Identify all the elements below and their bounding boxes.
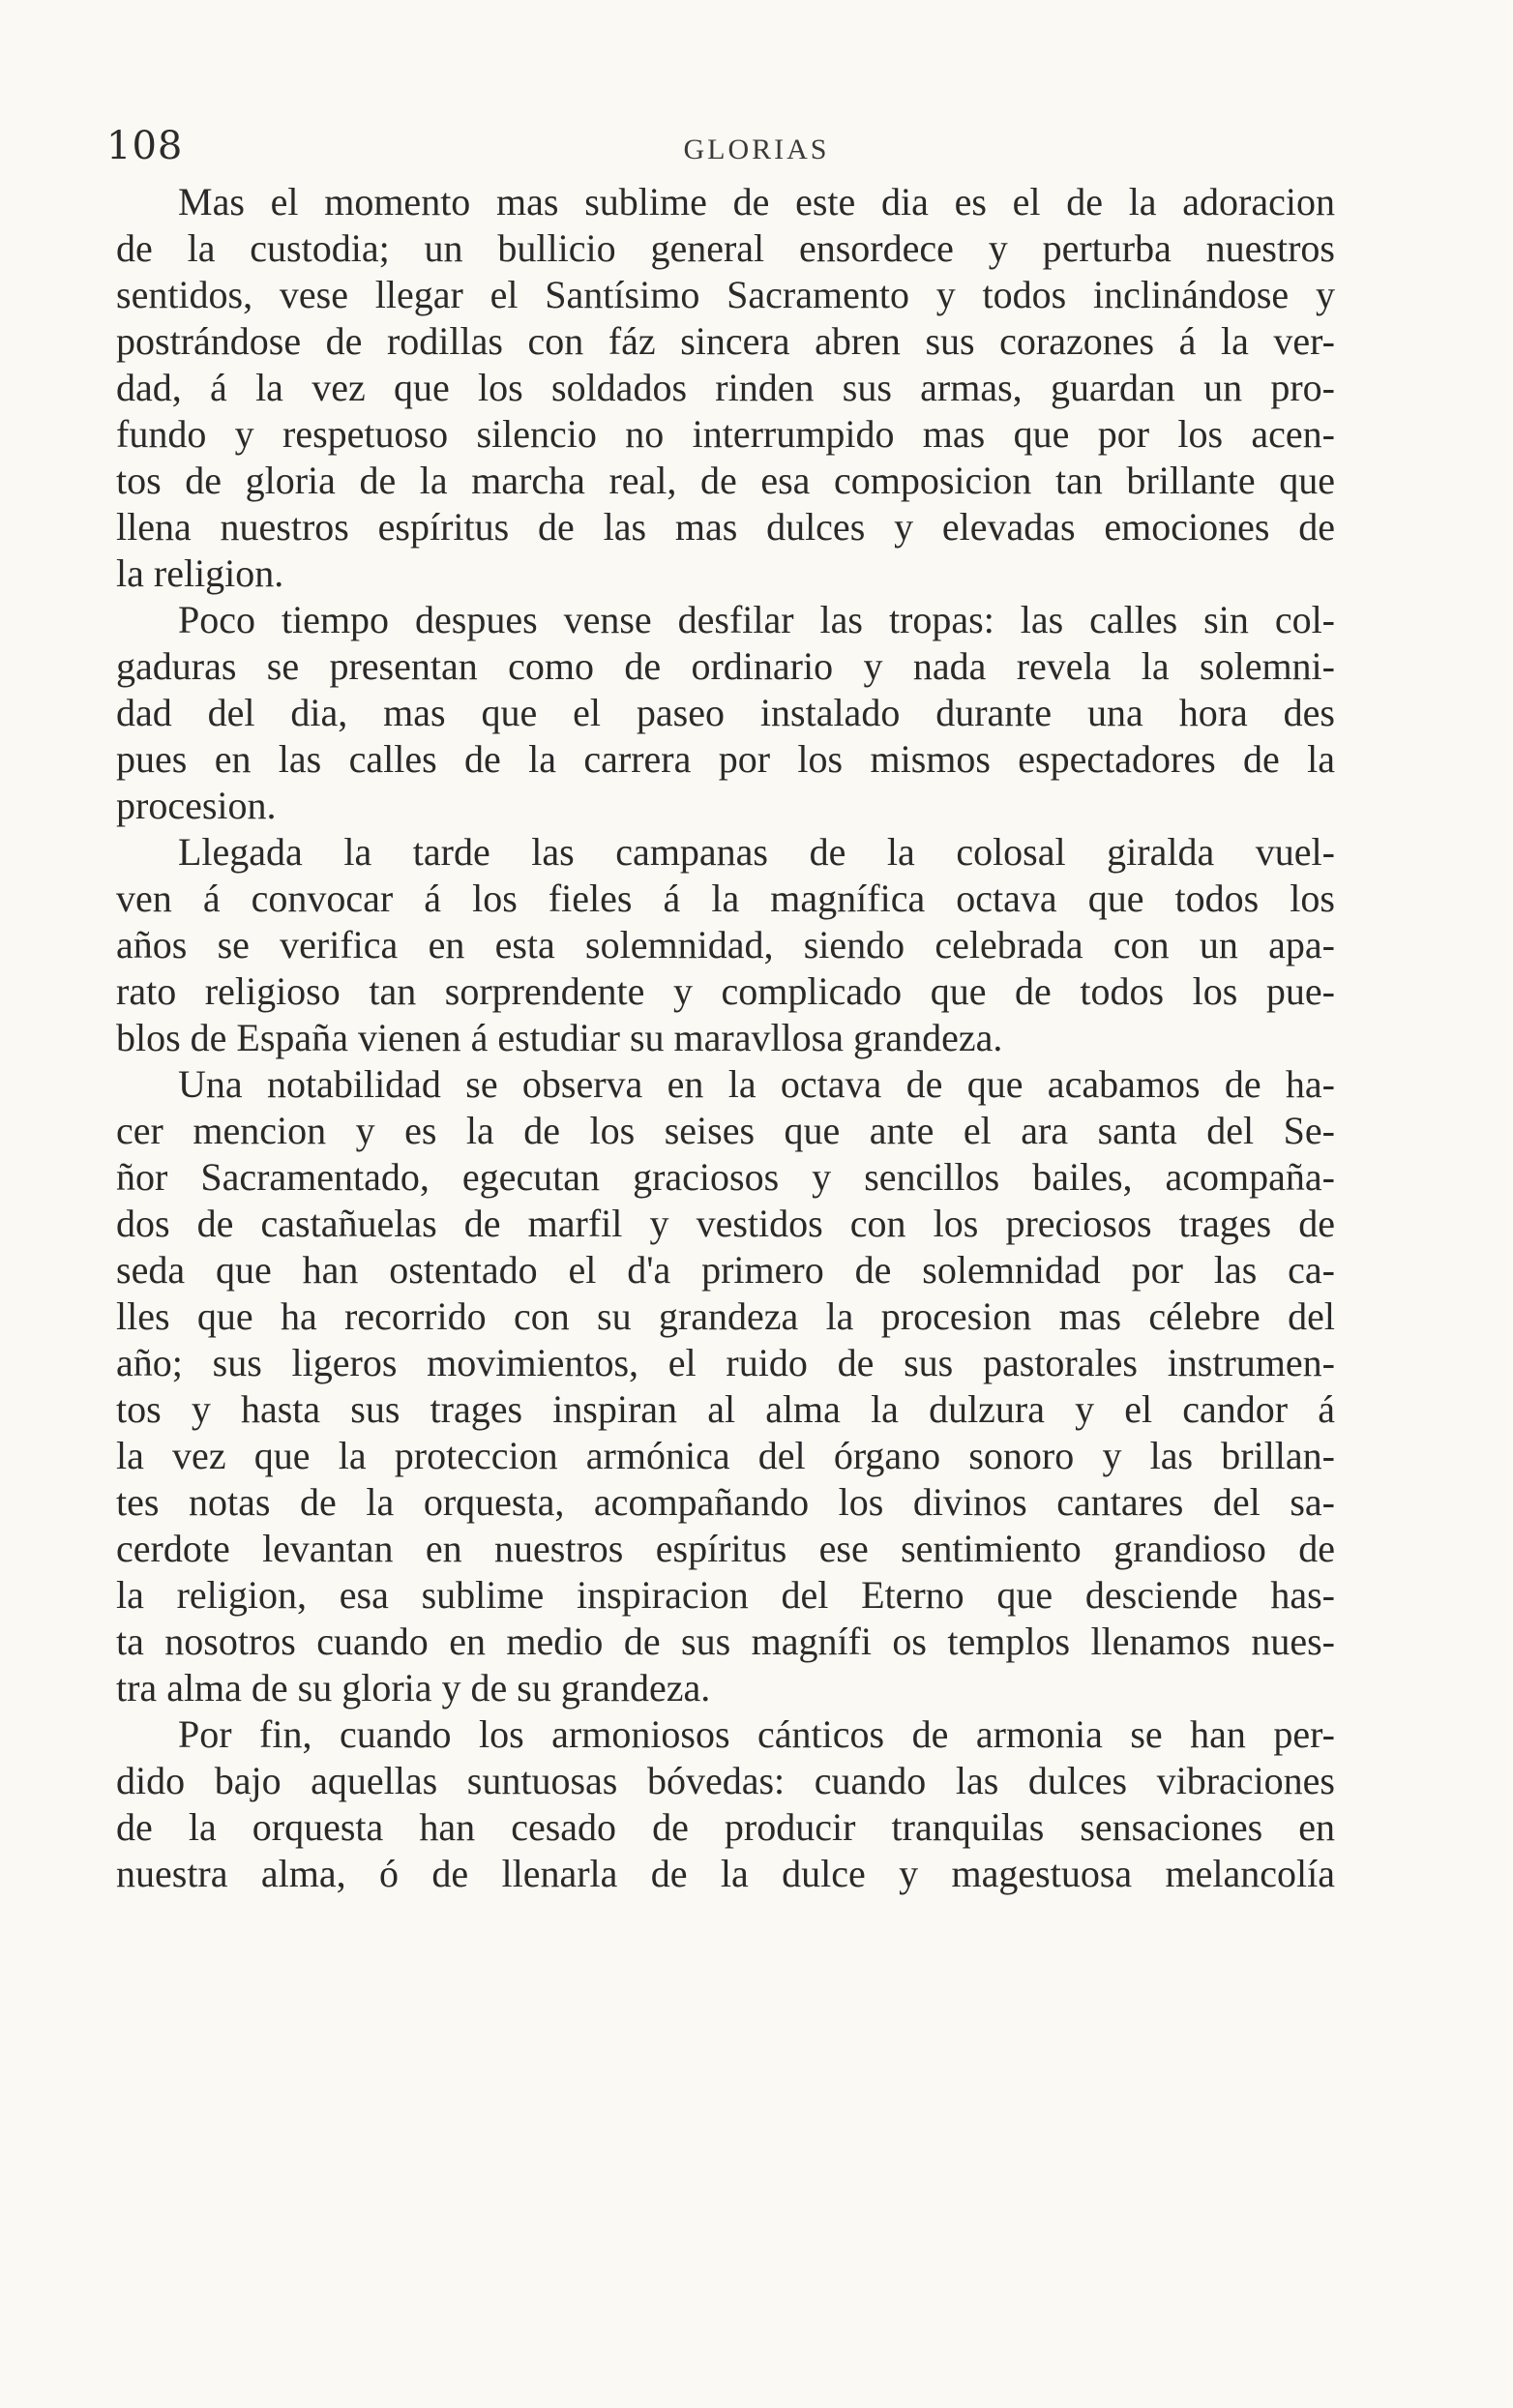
text-line: tra alma de su gloria y de su grandeza. bbox=[116, 1666, 711, 1709]
text-line: rato religioso tan sorprendente y complicado que de todos los pue- bbox=[116, 969, 1335, 1013]
text-line: tes notas de la orquesta, acompañando los divinos cantares del sa- bbox=[116, 1480, 1335, 1524]
text-line: seda que han ostentado el d'a primero de solemnidad por las ca- bbox=[116, 1248, 1335, 1292]
text-line: la religion, esa sublime inspiracion del Eterno que desciende has- bbox=[116, 1573, 1335, 1617]
text-line: ñor Sacramentado, egecutan graciosos y sencillos bailes, acompaña- bbox=[116, 1155, 1335, 1199]
paragraph bbox=[116, 1711, 1335, 1897]
paragraph bbox=[116, 1061, 1335, 1711]
text-line: tos y hasta sus trages inspiran al alma la dulzura y el candor á bbox=[116, 1387, 1335, 1431]
running-title: GLORIAS bbox=[683, 134, 830, 165]
text-line: Una notabilidad se observa en la octava de que acabamos de ha- bbox=[178, 1062, 1335, 1106]
text-line: dad del dia, mas que el paseo instalado durante una hora des bbox=[116, 691, 1335, 734]
text-line: tos de gloria de la marcha real, de esa composicion tan brillante que bbox=[116, 459, 1335, 502]
text-line: llena nuestros espíritus de las mas dulces y elevadas emociones de bbox=[116, 505, 1335, 549]
text-line: Por fin, cuando los armoniosos cánticos de armonia se han per- bbox=[178, 1712, 1335, 1756]
text-line: de la orquesta han cesado de producir tranquilas sensaciones en bbox=[116, 1805, 1335, 1849]
paragraph bbox=[116, 179, 1335, 597]
text-line: dido bajo aquellas suntuosas bóvedas: cuando las dulces vibraciones bbox=[116, 1759, 1335, 1802]
text-line: postrándose de rodillas con fáz sincera abren sus corazones á la ver- bbox=[116, 319, 1335, 363]
text-line: ta nosotros cuando en medio de sus magnífi os templos llenamos nues- bbox=[116, 1620, 1335, 1663]
text-line: años se verifica en esta solemnidad, siendo celebrada con un apa- bbox=[116, 923, 1335, 966]
text-line: dos de castañuelas de marfil y vestidos con los preciosos trages de bbox=[116, 1202, 1335, 1245]
text-line: ven á convocar á los fieles á la magnífica octava que todos los bbox=[116, 877, 1335, 920]
text-line: dad, á la vez que los soldados rinden sus armas, guardan un pro- bbox=[116, 366, 1335, 409]
text-line: fundo y respetuoso silencio no interrumpido mas que por los acen- bbox=[116, 412, 1335, 456]
text-line: cer mencion y es la de los seises que ante el ara santa del Se- bbox=[116, 1109, 1335, 1152]
text-line: pues en las calles de la carrera por los mismos espectadores de la bbox=[116, 737, 1335, 781]
text-line: año; sus ligeros movimientos, el ruido de sus pastorales instrumen- bbox=[116, 1341, 1335, 1384]
text-line: Poco tiempo despues vense desfilar las tropas: las calles sin col- bbox=[178, 598, 1335, 641]
text-line: sentidos, vese llegar el Santísimo Sacramento y todos inclinándose y bbox=[116, 273, 1335, 316]
text-line: de la custodia; un bullicio general ensordece y perturba nuestros bbox=[116, 226, 1335, 270]
text-line: la religion. bbox=[116, 551, 284, 595]
text-line: lles que ha recorrido con su grandeza la procesion mas célebre del bbox=[116, 1294, 1335, 1338]
paragraph bbox=[116, 597, 1335, 829]
text-line: procesion. bbox=[116, 784, 277, 827]
paragraph bbox=[116, 829, 1335, 1061]
text-line: nuestra alma, ó de llenarla de la dulce y magestuosa melancolía bbox=[116, 1852, 1335, 1895]
text-line: cerdote levantan en nuestros espíritus ese sentimiento grandioso de bbox=[116, 1527, 1335, 1570]
page-number: 108 bbox=[106, 124, 184, 168]
body-text bbox=[116, 179, 1335, 1897]
text-line: Llegada la tarde las campanas de la colosal giralda vuel- bbox=[178, 830, 1335, 874]
text-line: Mas el momento mas sublime de este dia es el de la adoracion bbox=[178, 180, 1335, 223]
text-line: la vez que la proteccion armónica del órgano sonoro y las brillan- bbox=[116, 1434, 1335, 1477]
text-line: gaduras se presentan como de ordinario y nada revela la solemni- bbox=[116, 644, 1335, 688]
text-line: blos de España vienen á estudiar su maravllosa grandeza. bbox=[116, 1016, 1003, 1059]
